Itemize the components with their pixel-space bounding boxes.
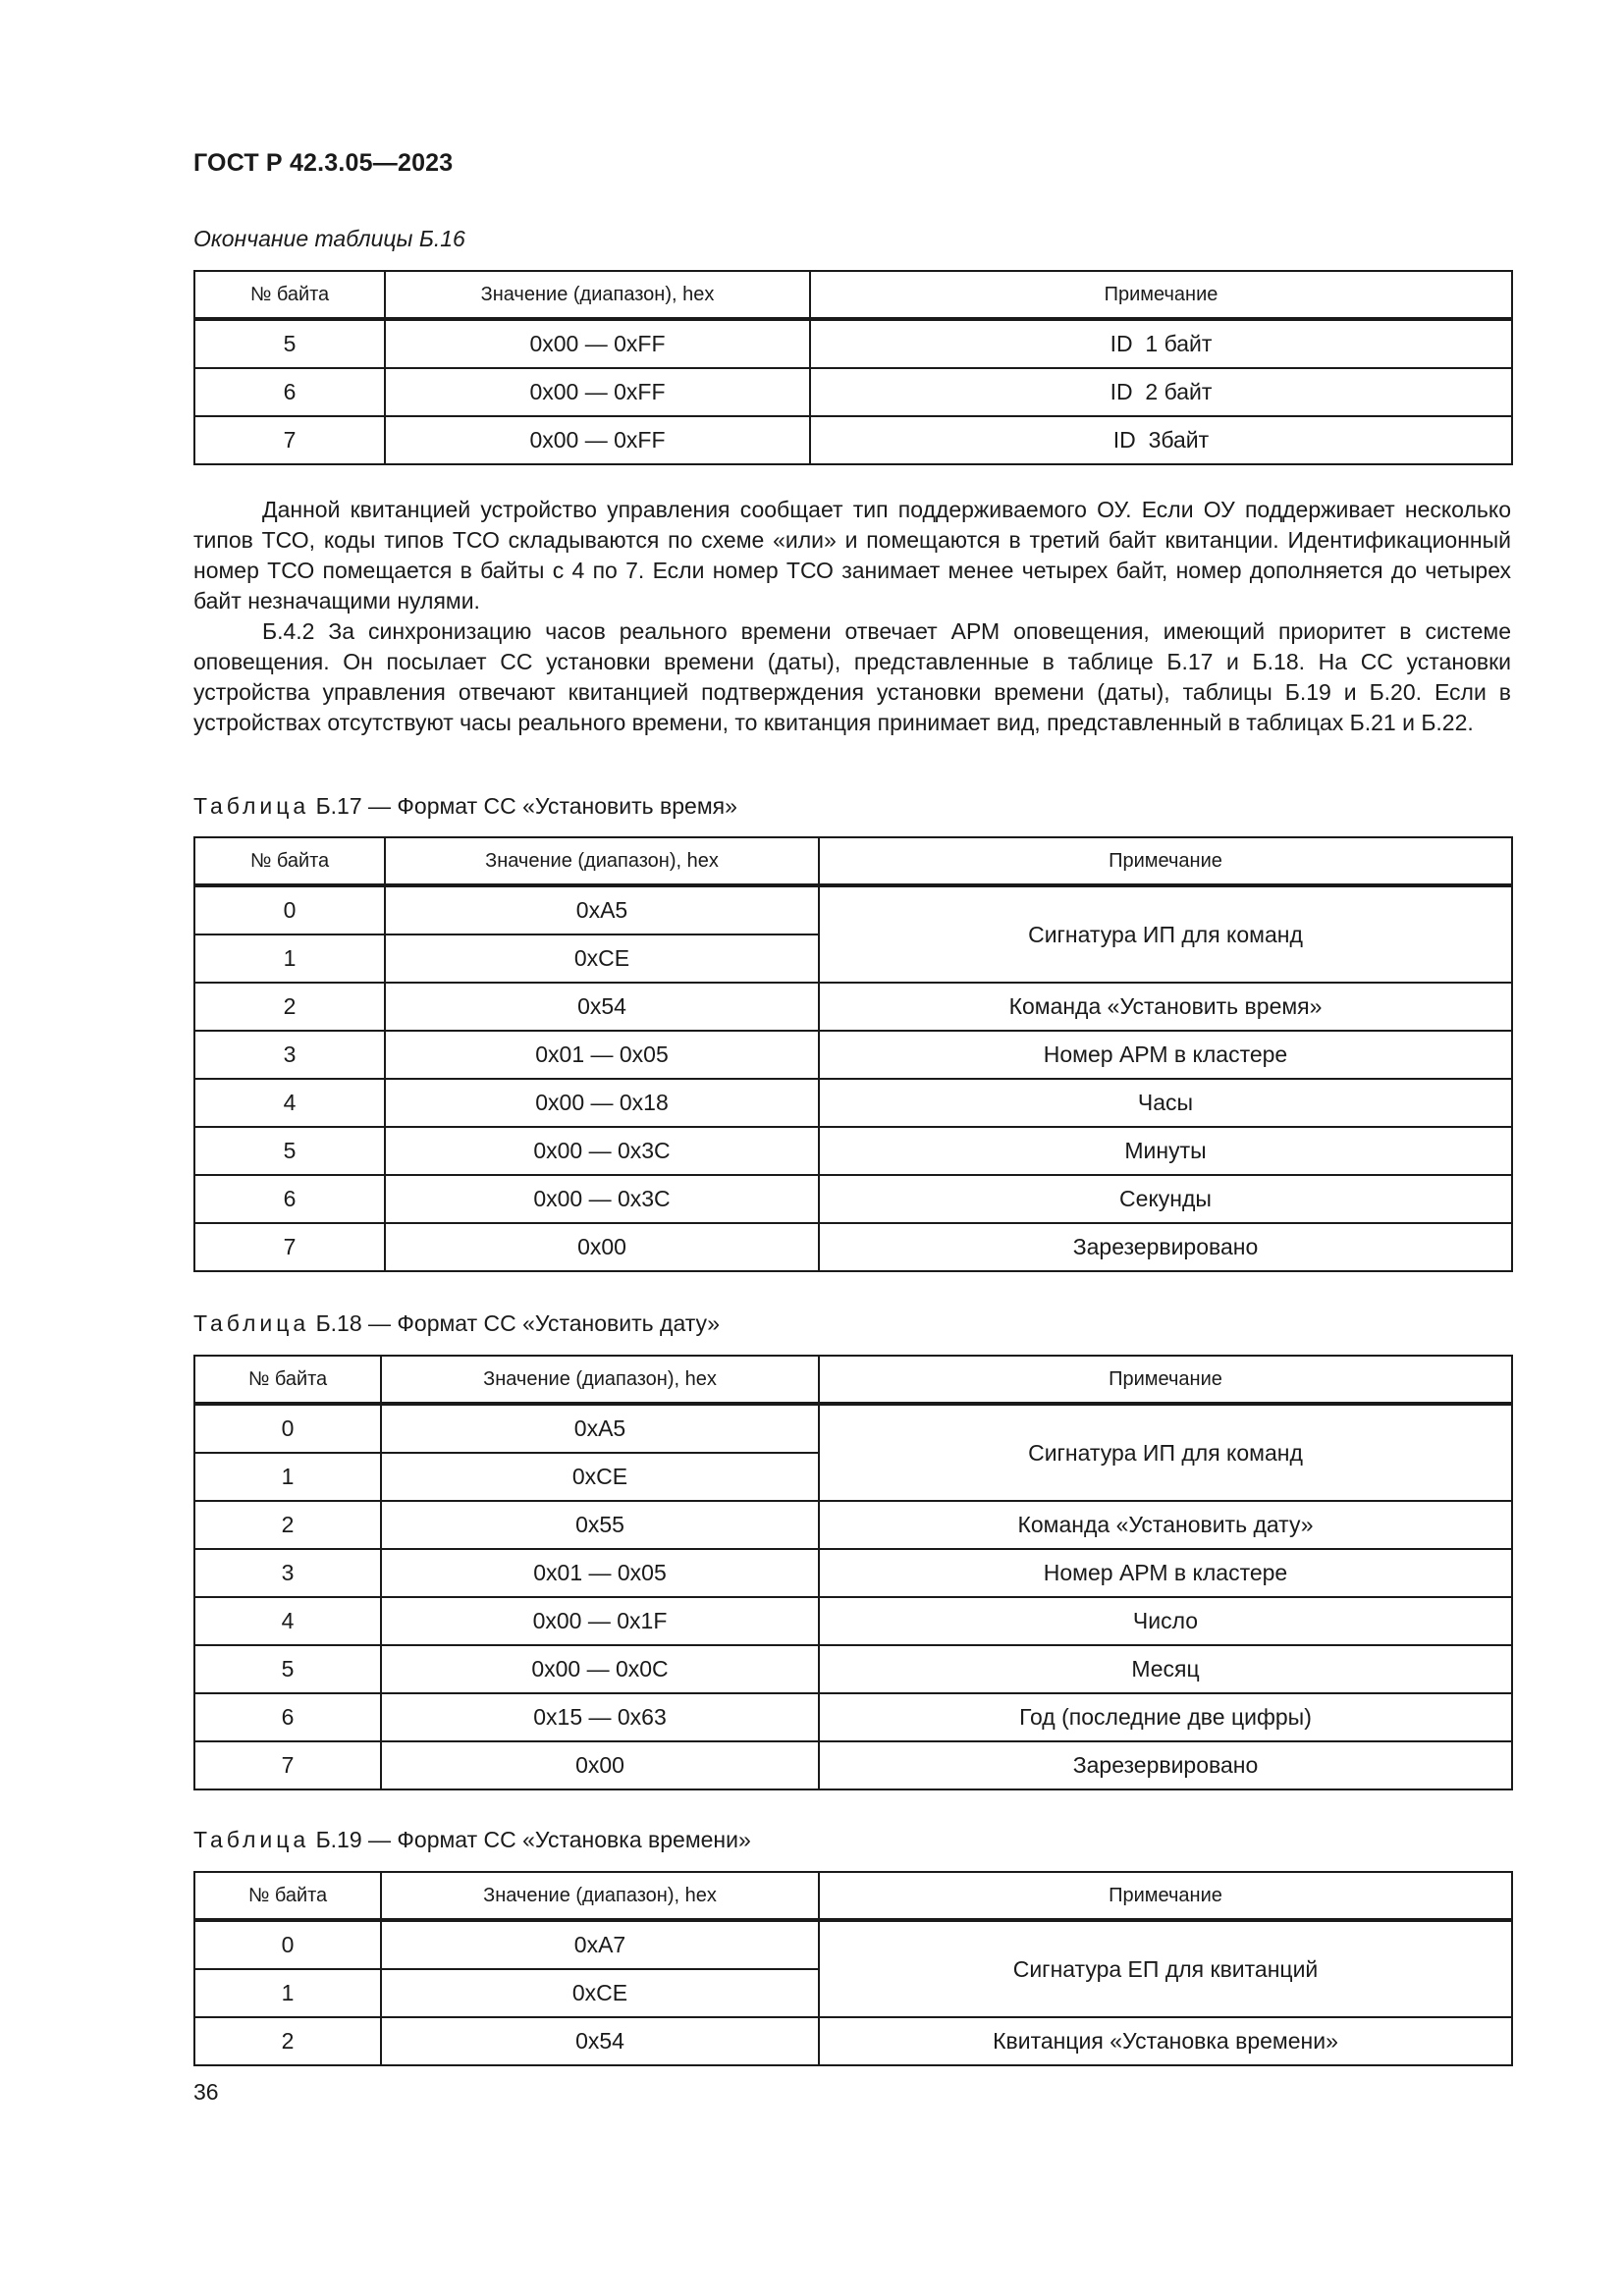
cell-note: Команда «Установить время» [819, 983, 1512, 1031]
table-row [194, 1597, 1512, 1645]
cell-byte: 7 [194, 416, 385, 464]
cell-value: 0xA5 [381, 1404, 819, 1453]
cell-value: 0x00 — 0x3C [385, 1175, 819, 1223]
table-row [194, 1223, 1512, 1271]
cell-byte: 6 [194, 1693, 381, 1741]
cell-note: Минуты [819, 1127, 1512, 1175]
table-header-row [194, 271, 1512, 319]
table-b19 [193, 1871, 1513, 2066]
table-row [194, 1693, 1512, 1741]
cell-note: Квитанция «Установка времени» [819, 2017, 1512, 2065]
cell-value: 0x55 [381, 1501, 819, 1549]
column-header: Значение (диапазон), hex [385, 837, 819, 885]
table-row [194, 2017, 1512, 2065]
paragraph: Данной квитанцией устройство управления сообщает тип поддерживаемого ОУ. Если ОУ поддерживает несколько типов ТСО, коды типов ТСО складываются по схеме «или» и помещаются в третий байт квитанции. Идентификационный номер ТСО помещается в байты с 4 по 7. Если номер ТСО занимает менее четырех байт, номер дополняется до четырех байт незначащими нулями. [193, 497, 1511, 614]
cell-byte: 4 [194, 1597, 381, 1645]
cell-note: Часы [819, 1079, 1512, 1127]
column-header: № байта [194, 837, 385, 885]
table-row [194, 416, 1512, 464]
cell-note: ID 1 байт [810, 319, 1512, 368]
column-header: Значение (диапазон), hex [381, 1872, 819, 1920]
table-b19-caption: Таблица Б.19 — Формат СС «Установка времени» [193, 1827, 751, 1852]
table-row [194, 983, 1512, 1031]
cell-byte: 6 [194, 1175, 385, 1223]
table-row [194, 1920, 1512, 1969]
cell-value: 0xCE [385, 934, 819, 983]
column-header: № байта [194, 1356, 381, 1404]
cell-byte: 0 [194, 885, 385, 934]
table-b17 [193, 836, 1513, 1272]
table-b17-caption: Таблица Б.17 — Формат СС «Установить время» [193, 793, 737, 819]
cell-byte: 3 [194, 1031, 385, 1079]
document-code: ГОСТ Р 42.3.05—2023 [193, 149, 454, 177]
cell-byte: 1 [194, 1969, 381, 2017]
cell-byte: 1 [194, 1453, 381, 1501]
cell-value: 0xCE [381, 1453, 819, 1501]
column-header: Примечание [810, 271, 1512, 319]
cell-value: 0x54 [381, 2017, 819, 2065]
cell-note: ID 2 байт [810, 368, 1512, 416]
column-header: № байта [194, 271, 385, 319]
column-header: Примечание [819, 837, 1512, 885]
table-row [194, 1127, 1512, 1175]
table-b16-caption: Окончание таблицы Б.16 [193, 226, 465, 251]
cell-note: Секунды [819, 1175, 1512, 1223]
table-row [194, 1404, 1512, 1453]
table-row [194, 885, 1512, 934]
table-row [194, 1549, 1512, 1597]
cell-note: Номер АРМ в кластере [819, 1031, 1512, 1079]
cell-byte: 2 [194, 2017, 381, 2065]
paragraph: Б.4.2 За синхронизацию часов реального времени отвечает АРМ оповещения, имеющий приоритет в системе оповещения. Он посылает СС установки времени (даты), представленные в таблице Б.17 и Б.18. На СС установки устройства управления отвечают квитанцией подтверждения установки времени (даты), таблицы Б.19 и Б.20. Если в устройствах отсутствуют часы реального времени, то квитанция принимает вид, представленный в таблицах Б.21 и Б.22. [193, 618, 1511, 735]
table-b18-caption: Таблица Б.18 — Формат СС «Установить дату» [193, 1310, 721, 1336]
table-b16-end [193, 270, 1513, 465]
cell-byte: 0 [194, 1404, 381, 1453]
table-row [194, 1079, 1512, 1127]
column-header: Значение (диапазон), hex [385, 271, 810, 319]
cell-note: Месяц [819, 1645, 1512, 1693]
cell-value: 0x00 — 0xFF [385, 319, 810, 368]
cell-byte: 0 [194, 1920, 381, 1969]
column-header: Значение (диапазон), hex [381, 1356, 819, 1404]
cell-value: 0x00 — 0x1F [381, 1597, 819, 1645]
cell-value: 0x15 — 0x63 [381, 1693, 819, 1741]
table-row [194, 1645, 1512, 1693]
cell-note: Год (последние две цифры) [819, 1693, 1512, 1741]
cell-value: 0x00 — 0xFF [385, 368, 810, 416]
cell-byte: 7 [194, 1223, 385, 1271]
cell-byte: 6 [194, 368, 385, 416]
table-row [194, 1031, 1512, 1079]
cell-note-merged: Сигнатура ИП для команд [819, 1404, 1512, 1501]
cell-byte: 5 [194, 1127, 385, 1175]
cell-byte: 2 [194, 983, 385, 1031]
table-row [194, 1175, 1512, 1223]
cell-value: 0x00 — 0x3C [385, 1127, 819, 1175]
cell-value: 0x00 — 0x18 [385, 1079, 819, 1127]
cell-value: 0x54 [385, 983, 819, 1031]
cell-byte: 3 [194, 1549, 381, 1597]
table-header-row [194, 837, 1512, 885]
table-row [194, 368, 1512, 416]
body-text [193, 495, 1511, 738]
table-b18 [193, 1355, 1513, 1790]
table-header-row [194, 1356, 1512, 1404]
cell-value: 0x01 — 0x05 [381, 1549, 819, 1597]
cell-note: Команда «Установить дату» [819, 1501, 1512, 1549]
cell-value: 0x01 — 0x05 [385, 1031, 819, 1079]
cell-note: Число [819, 1597, 1512, 1645]
table-row [194, 1501, 1512, 1549]
column-header: Примечание [819, 1356, 1512, 1404]
table-row [194, 1741, 1512, 1789]
page-number: 36 [193, 2079, 219, 2105]
cell-byte: 5 [194, 319, 385, 368]
cell-value: 0xCE [381, 1969, 819, 2017]
cell-note: ID 3байт [810, 416, 1512, 464]
cell-note: Зарезервировано [819, 1741, 1512, 1789]
table-row [194, 319, 1512, 368]
column-header: Примечание [819, 1872, 1512, 1920]
cell-value: 0x00 [385, 1223, 819, 1271]
cell-value: 0x00 [381, 1741, 819, 1789]
cell-byte: 5 [194, 1645, 381, 1693]
cell-value: 0x00 — 0xFF [385, 416, 810, 464]
cell-byte: 2 [194, 1501, 381, 1549]
cell-note: Зарезервировано [819, 1223, 1512, 1271]
cell-value: 0x00 — 0x0C [381, 1645, 819, 1693]
cell-byte: 7 [194, 1741, 381, 1789]
cell-note: Номер АРМ в кластере [819, 1549, 1512, 1597]
cell-note-merged: Сигнатура ИП для команд [819, 885, 1512, 983]
cell-byte: 1 [194, 934, 385, 983]
cell-byte: 4 [194, 1079, 385, 1127]
cell-value: 0xA5 [385, 885, 819, 934]
cell-note-merged: Сигнатура ЕП для квитанций [819, 1920, 1512, 2017]
cell-value: 0xA7 [381, 1920, 819, 1969]
column-header: № байта [194, 1872, 381, 1920]
table-header-row [194, 1872, 1512, 1920]
